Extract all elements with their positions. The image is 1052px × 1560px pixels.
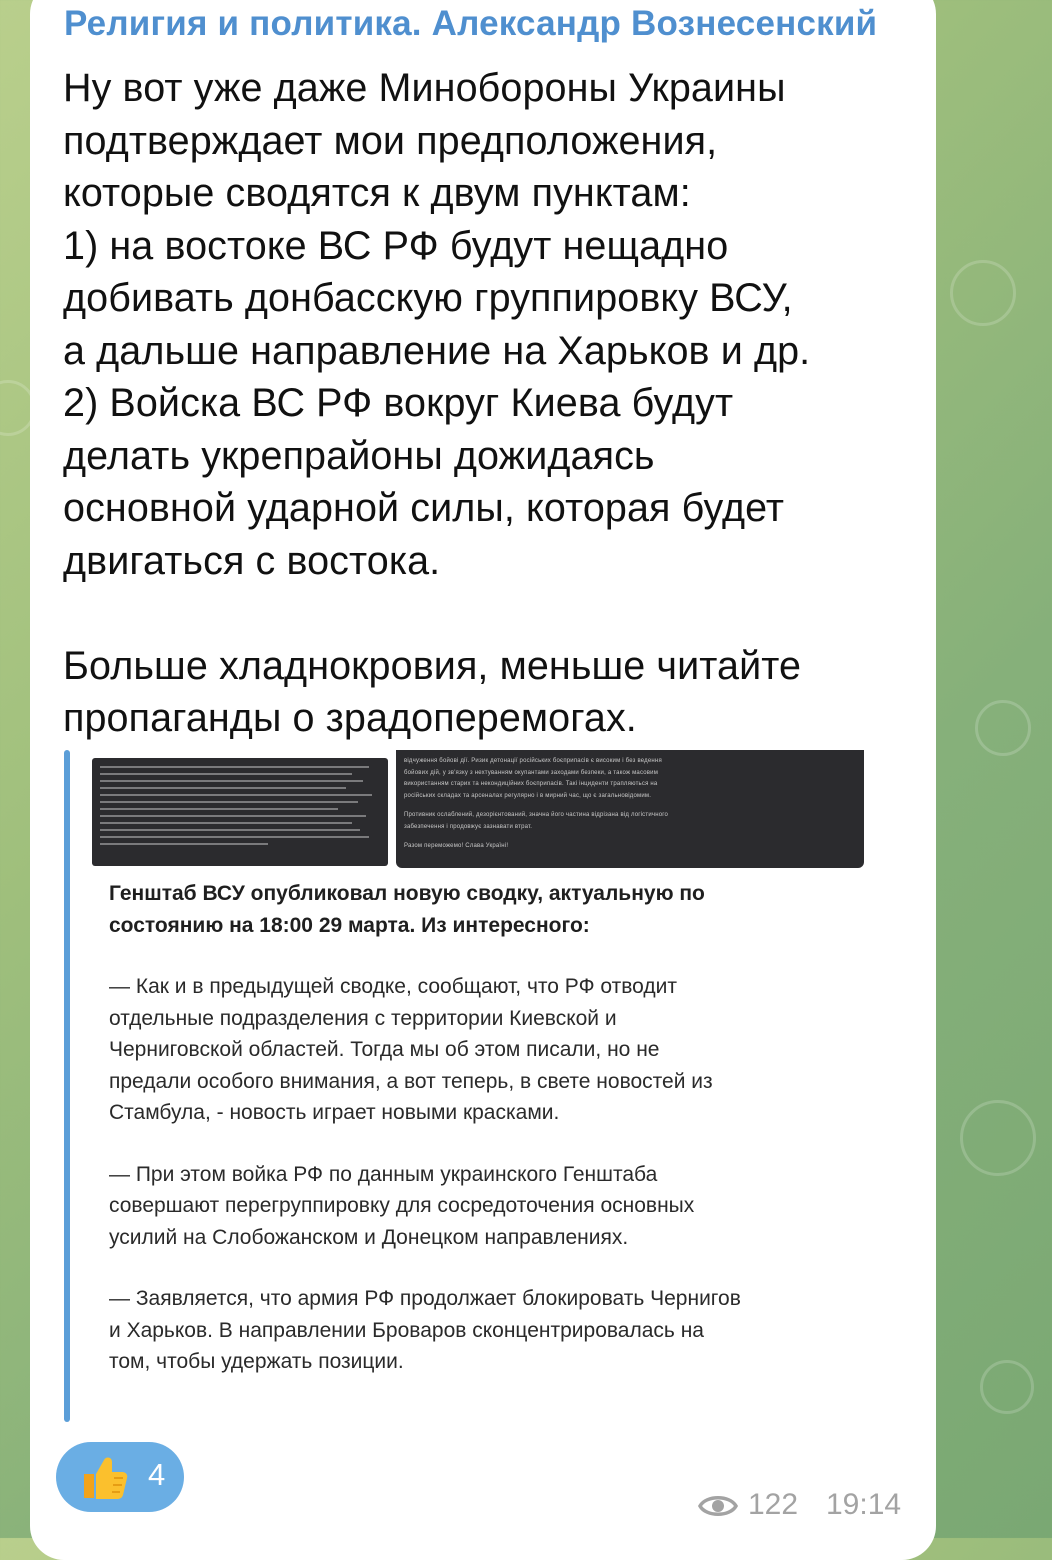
dark-text-block-left xyxy=(92,758,388,866)
post-line: усилий на Слобожанском и Донецком направлениях. xyxy=(109,1225,629,1249)
message-line: подтверждает мои предположения, xyxy=(63,118,718,163)
tiny-text-line: використанням старих та некондиційних боєприпасів. Такі інциденти трапляються на xyxy=(404,781,658,787)
tiny-text-line: російських складах та арсеналах регулярно і в мирний час, що є загальновідомим. xyxy=(404,792,652,799)
message-line: а дальше направление на Харьков и др. xyxy=(63,328,811,373)
reaction-count: 4 xyxy=(148,1457,166,1492)
tiny-text-line: відчуження бойові дії. Ризик детонації російських боєприпасів є високим і без ведення xyxy=(404,758,662,764)
message-line: основной ударной силы, которая будет xyxy=(63,486,785,530)
background-doodle xyxy=(975,700,1031,756)
message-meta xyxy=(698,1488,918,1528)
message-line: пропаганды о зрадоперемогах. xyxy=(63,696,637,740)
post-line: — Заявляется, что армия РФ продолжает блокировать Чернигов xyxy=(109,1287,741,1310)
view-count: 122 xyxy=(748,1488,799,1521)
dark-text-block-right xyxy=(396,750,864,868)
post-line: предали особого внимания, а вот теперь, в свете новостей из xyxy=(109,1069,713,1093)
message-line: 1) на востоке ВС РФ будут нещадно xyxy=(63,223,729,268)
reaction-button[interactable] xyxy=(56,1442,184,1512)
background-doodle xyxy=(980,1360,1034,1414)
tiny-text-line: бойових дій, у зв'язку з нехтуванням окупантами заходами безпеки, а також масовим xyxy=(404,769,659,776)
post-paragraph xyxy=(109,1283,849,1378)
message-line: Ну вот уже даже Минобороны Украины xyxy=(63,66,786,110)
attached-screenshot[interactable] xyxy=(80,748,880,1428)
post-line: Черниговской областей. Тогда мы об этом писали, но не xyxy=(109,1038,660,1061)
post-line: — При этом войка РФ по данным украинского Генштаба xyxy=(109,1162,658,1186)
tiny-text-line: Разом переможемо! Слава Україні! xyxy=(404,843,509,849)
quote-bar xyxy=(64,750,70,1422)
eye-icon xyxy=(698,1490,738,1522)
message-line: которые сводятся к двум пунктам: xyxy=(63,171,691,215)
post-paragraph xyxy=(109,1159,849,1254)
message-text xyxy=(63,62,923,745)
post-heading-line: состоянию на 18:00 29 марта. Из интересного: xyxy=(109,913,590,937)
message-line: добивать донбасскую группировку ВСУ, xyxy=(63,276,793,320)
screenshot-post-text xyxy=(109,878,849,1408)
background-doodle xyxy=(950,260,1016,326)
tiny-text-line: забезпечення і продовжує зазнавати втрат. xyxy=(404,823,533,830)
post-line: — Как и в предыдущей сводке, сообщают, что РФ отводит xyxy=(109,975,677,998)
post-line: Стамбула, - новость играет новыми красками. xyxy=(109,1101,560,1124)
thumbs-up-icon xyxy=(78,1452,130,1504)
message-line: Больше хладнокровия, меньше читайте xyxy=(63,643,802,688)
post-line: отдельные подразделения с территории Киевской и xyxy=(109,1006,617,1030)
background-doodle xyxy=(960,1100,1036,1176)
channel-name[interactable]: Религия и политика. Александр Вознесенский xyxy=(64,4,878,43)
post-heading-line: Генштаб ВСУ опубликовал новую сводку, актуальную по xyxy=(109,882,705,905)
post-line: и Харьков. В направлении Броваров сконцентрировалась на xyxy=(109,1318,704,1342)
message-time: 19:14 xyxy=(826,1488,902,1521)
post-line: совершают перегруппировку для сосредоточения основных xyxy=(109,1194,695,1217)
post-paragraph xyxy=(109,971,849,1129)
message-line: делать укрепрайоны дожидаясь xyxy=(63,433,655,478)
message-line: 2) Войска ВС РФ вокруг Киева будут xyxy=(63,381,734,425)
post-line: том, чтобы удержать позиции. xyxy=(109,1350,404,1373)
message-line: двигаться с востока. xyxy=(63,538,441,583)
tiny-text-line: Противник ослаблений, дезорієнтований, значна його частина відрізана від логістичного xyxy=(404,812,669,818)
